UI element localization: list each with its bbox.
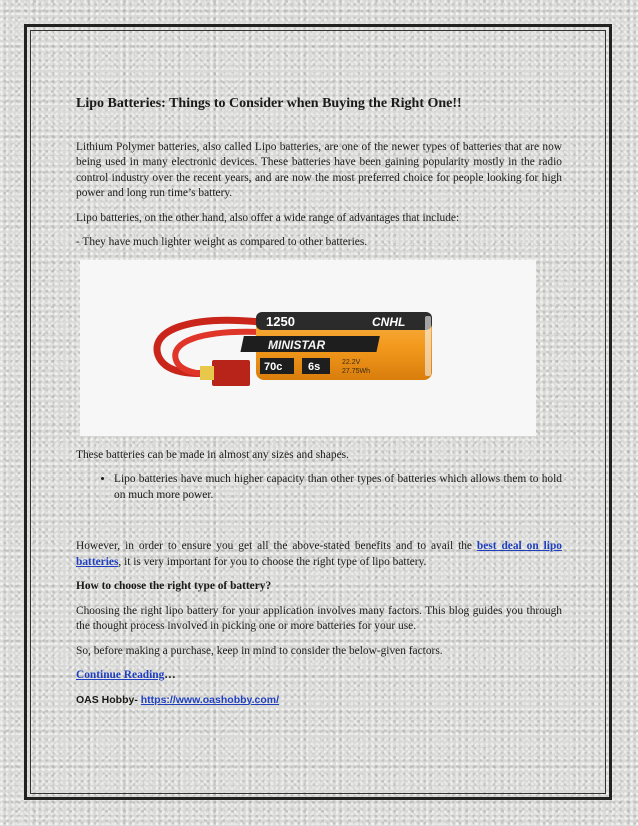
battery-end-cap bbox=[425, 316, 431, 376]
intro-paragraph: Lithium Polymer batteries, also called Lipo batteries, are one of the newer types of batteries that are now being used in many electronic devices. These batteries have been gaining popularity mostly in the radio control industry over the recent years, and are now the most preferred choice for people looking for high power and long run time’s battery. bbox=[76, 140, 562, 199]
oashobby-link[interactable]: https://www.oashobby.com/ bbox=[140, 693, 280, 706]
battery-image bbox=[80, 260, 536, 436]
sizes-shapes-paragraph: These batteries can be made in almost any sizes and shapes. bbox=[76, 448, 349, 461]
continue-reading-link[interactable]: Continue Reading bbox=[76, 669, 165, 681]
deal-text-end: , it is very important for you to choose the right type of lipo battery. bbox=[118, 555, 427, 568]
document-body bbox=[76, 96, 562, 708]
xt-connector bbox=[212, 360, 250, 386]
connector-pin bbox=[200, 366, 214, 380]
brand-label: CNHL bbox=[372, 314, 406, 329]
continue-ellipsis: … bbox=[164, 669, 176, 681]
deal-text-start: However, in order to ensure you get all the above-stated benefits and to avail the bbox=[76, 540, 477, 552]
voltage-label: 22.2V bbox=[342, 358, 361, 366]
deal-paragraph bbox=[76, 539, 562, 570]
how-to-choose-heading: How to choose the right type of battery? bbox=[76, 580, 272, 592]
rating-label: 70c bbox=[264, 360, 283, 373]
advantages-intro: Lipo batteries, on the other hand, also offer a wide range of advantages that include: bbox=[76, 211, 460, 224]
best-deal-link[interactable]: best deal on lipo batteries bbox=[76, 540, 562, 568]
wh-label: 27.75Wh bbox=[342, 367, 371, 375]
footer-credit bbox=[76, 693, 562, 709]
document-title: Lipo Batteries: Things to Consider when Buying the Right One!! bbox=[76, 96, 462, 111]
series-label: MINISTAR bbox=[268, 337, 326, 352]
benefits-list bbox=[76, 472, 562, 503]
factors-paragraph: So, before making a purchase, keep in mind to consider the below-given factors. bbox=[76, 644, 443, 657]
benefit-higher-capacity: • Lipo batteries have much higher capacity than other types of batteries which allows them to hold on much more power. bbox=[114, 472, 562, 503]
continue-reading-line bbox=[76, 668, 562, 684]
battery-illustration bbox=[80, 260, 536, 436]
capacity-label: 1250 bbox=[266, 313, 295, 329]
footer-label: OAS Hobby- bbox=[76, 693, 141, 706]
choosing-paragraph: Choosing the right lipo battery for your application involves many factors. This blog guides you through the thought process involved in picking one or more batteries for your use. bbox=[76, 604, 562, 632]
cells-label: 6s bbox=[308, 360, 321, 373]
advantage-lighter-weight: - They have much lighter weight as compared to other batteries. bbox=[76, 236, 368, 248]
